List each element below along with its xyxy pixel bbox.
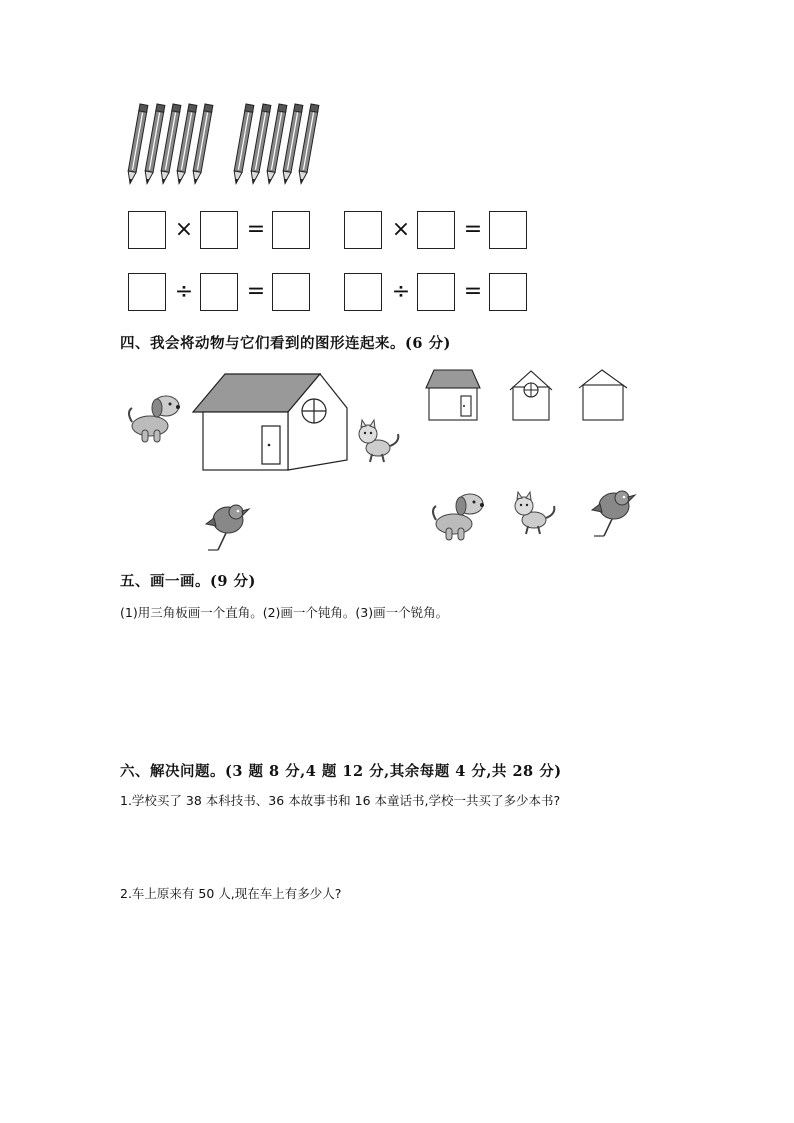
section5-title: 五、画一画。(9 分) — [120, 573, 256, 590]
bird-icon — [588, 482, 640, 540]
equals-sign: = — [463, 217, 483, 242]
answer-box[interactable] — [489, 211, 527, 249]
house-side-view-icon — [508, 370, 554, 422]
answer-box[interactable] — [344, 273, 382, 311]
answer-box[interactable] — [128, 273, 166, 311]
big-house-icon — [190, 372, 350, 472]
equals-sign: = — [246, 279, 266, 304]
section6-title: 六、解决问题。(3 题 8 分,4 题 12 分,其余每题 4 分,共 28 分) — [120, 763, 562, 780]
cat-icon — [508, 490, 560, 538]
section4-title: 四、我会将动物与它们看到的图形连起来。(6 分) — [120, 335, 451, 352]
house-front-view-icon — [425, 370, 481, 422]
answer-box[interactable] — [200, 273, 238, 311]
answer-box[interactable] — [128, 211, 166, 249]
divide-sign: ÷ — [391, 279, 411, 304]
question-1: 1.学校买了 38 本科技书、36 本故事书和 16 本童话书,学校一共买了多少本书? — [120, 793, 561, 808]
answer-box[interactable] — [272, 211, 310, 249]
answer-box[interactable] — [417, 273, 455, 311]
dog-icon — [126, 392, 184, 444]
house-top-view-icon — [578, 370, 630, 422]
equals-sign: = — [463, 279, 483, 304]
pencil-group-left-icon — [128, 100, 218, 190]
answer-box[interactable] — [489, 273, 527, 311]
divide-sign: ÷ — [174, 279, 194, 304]
bird-icon — [202, 496, 254, 554]
answer-box[interactable] — [272, 273, 310, 311]
cat-icon — [352, 418, 404, 466]
answer-box[interactable] — [200, 211, 238, 249]
section5-instructions: (1)用三角板画一个直角。(2)画一个钝角。(3)画一个锐角。 — [120, 605, 449, 620]
times-sign: × — [391, 217, 411, 242]
pencil-group-right-icon — [234, 100, 324, 190]
answer-box[interactable] — [417, 211, 455, 249]
question-2: 2.车上原来有 50 人,现在车上有多少人? — [120, 886, 342, 901]
answer-box[interactable] — [344, 211, 382, 249]
times-sign: × — [174, 217, 194, 242]
dog-icon — [430, 490, 488, 542]
equals-sign: = — [246, 217, 266, 242]
